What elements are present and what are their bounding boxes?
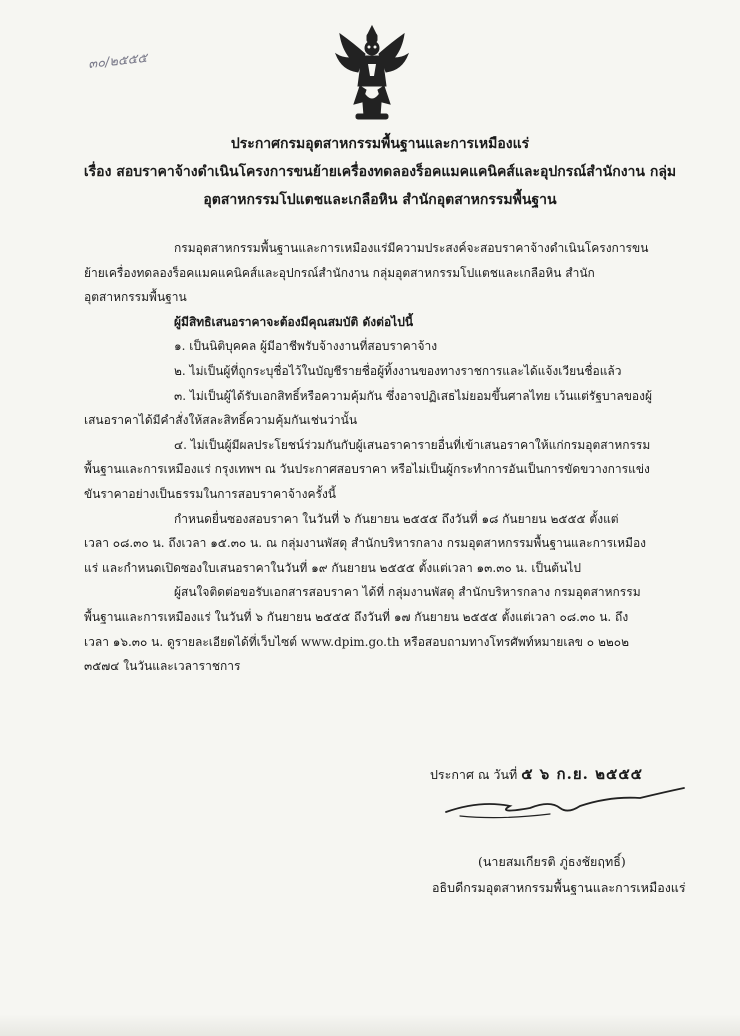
announcement-date	[430, 762, 690, 786]
intro-line: ย้ายเครื่องทดลองร็อคแมคแคนิคส์และอุปกรณ์สำนักงาน กลุ่มอุตสาหกรรมโปแตชและเกลือหิน สำนัก	[84, 265, 595, 280]
announcement-heading	[60, 130, 700, 214]
scan-bottom-edge	[0, 1014, 740, 1036]
handwritten-signature	[440, 786, 690, 826]
qualifications-heading: ผู้มีสิทธิเสนอราคาจะต้องมีคุณสมบัติ ดังต่อไปนี้	[174, 314, 414, 329]
submission-schedule-line: แร่ และกำหนดเปิดซองใบเสนอราคาในวันที่ ๑๙ กันยายน ๒๕๕๕ ตั้งแต่เวลา ๑๓.๓๐ น. เป็นต้นไป	[84, 560, 581, 575]
submission-schedule-line: กำหนดยื่นซองสอบราคา ในวันที่ ๖ กันยายน ๒๕๕๕ ถึงวันที่ ๑๘ กันยายน ๒๕๕๕ ตั้งแต่	[174, 511, 619, 526]
intro-line: อุตสาหกรรมพื้นฐาน	[84, 290, 187, 305]
qualification-item-continued: พื้นฐานและการเหมืองแร่ กรุงเทพฯ ณ วันประกาศสอบราคา หรือไม่เป็นผู้กระทำการอันเป็นการขัดขวางการแข่ง	[84, 462, 650, 477]
contact-info-line: เวลา ๑๖.๓๐ น. ดูรายละเอียดได้ที่เว็บไซต์ www.dpim.go.th หรือสอบถามทางโทรศัพท์หมายเลข ๐ ๒๒๐๒	[84, 634, 629, 649]
subject-line: เรื่อง สอบราคาจ้างดำเนินโครงการขนย้ายเครื่องทดลองร็อคแมคแคนิคส์และอุปกรณ์สำนักงาน กลุ่ม	[83, 164, 677, 180]
contact-info-line: พื้นฐานและการเหมืองแร่ ในวันที่ ๖ กันยายน ๒๕๕๕ ถึงวันที่ ๑๗ กันยายน ๒๕๕๕ ตั้งแต่เวลา ๐๘.๓๐ น. ถึง	[84, 609, 629, 624]
handwritten-reference-note: ๓๐/๒๕๕๕	[87, 50, 149, 73]
date-label: ประกาศ ณ วันที่	[430, 767, 518, 782]
qualification-item: ๑. เป็นนิติบุคคล ผู้มีอาชีพรับจ้างงานที่สอบราคาจ้าง	[174, 339, 438, 354]
contact-info-line: ๓๕๗๔ ในวันและเวลาราชการ	[84, 659, 241, 674]
qualification-item: ๔. ไม่เป็นผู้มีผลประโยชน์ร่วมกันกับผู้เสนอราคารายอื่นที่เข้าเสนอราคาให้แก่กรมอุตสาหกรรม	[174, 437, 651, 452]
department-announcement-title: ประกาศกรมอุตสาหกรรมพื้นฐานและการเหมืองแร่	[230, 136, 530, 152]
signer-name: (นายสมเกียรติ ภู่ธงชัยฤทธิ์)	[478, 854, 626, 869]
qualification-item-continued: ขันราคาอย่างเป็นธรรมในการสอบราคาจ้างครั้งนี้	[84, 486, 337, 501]
submission-schedule-line: เวลา ๐๘.๓๐ น. ถึงเวลา ๑๕.๓๐ น. ณ กลุ่มงานพัสดุ สำนักบริหารกลาง กรมอุตสาหกรรมพื้นฐานและการเหมือง	[84, 536, 647, 551]
qualification-item-continued: เสนอราคาได้มีคำสั่งให้สละสิทธิ์ความคุ้มกันเช่นว่านั้น	[84, 413, 358, 428]
date-stamp: ๕ ๖ ก.ย. ๒๕๕๕	[521, 765, 644, 783]
signer-title: อธิบดีกรมอุตสาหกรรมพื้นฐานและการเหมืองแร่	[432, 880, 686, 895]
announcement-body	[84, 236, 704, 679]
intro-line: กรมอุตสาหกรรมพื้นฐานและการเหมืองแร่มีความประสงค์จะสอบราคาจ้างดำเนินโครงการขน	[174, 241, 649, 255]
contact-info-line: ผู้สนใจติดต่อขอรับเอกสารสอบราคา ได้ที่ กลุ่มงานพัสดุ สำนักบริหารกลาง กรมอุตสาหกรรม	[174, 585, 641, 600]
qualification-item: ๓. ไม่เป็นผู้ได้รับเอกสิทธิ์หรือความคุ้มกัน ซึ่งอาจปฏิเสธไม่ยอมขึ้นศาลไทย เว้นแต่รัฐบาลของผู้	[174, 388, 653, 403]
qualification-item: ๒. ไม่เป็นผู้ที่ถูกระบุชื่อไว้ในบัญชีรายชื่อผู้ทิ้งงานของทางราชการและได้แจ้งเวียนชื่อแล้ว	[174, 363, 622, 378]
subject-line-continued: อุตสาหกรรมโปแตชและเกลือหิน สำนักอุตสาหกรรมพื้นฐาน	[203, 192, 557, 208]
garuda-emblem-icon	[332, 24, 412, 122]
